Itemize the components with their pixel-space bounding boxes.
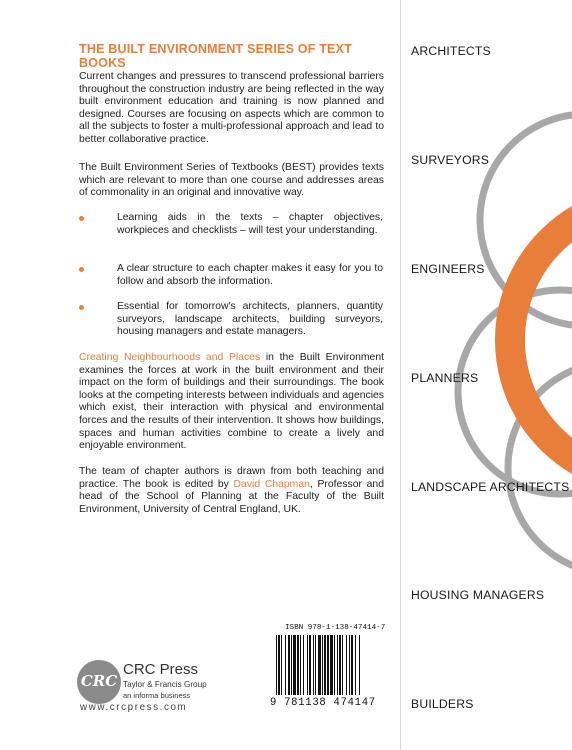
- crc-logo-text: CRC: [80, 672, 118, 690]
- barcode-bar: [297, 635, 299, 695]
- publisher-url[interactable]: www.crcpress.com: [80, 702, 188, 713]
- series-title: THE BUILT ENVIRONMENT SERIES OF TEXT BOOKS: [79, 42, 352, 70]
- barcode-bar: [359, 635, 360, 695]
- ean-digits: 9 781138 474147: [270, 697, 376, 709]
- barcode-bar: [288, 635, 290, 695]
- bullet-text: Essential for tomorrow's architects, planners, quantity surveyors, landscape architects, building surveyors, housing managers and estate managers.: [117, 301, 383, 338]
- book-description: [79, 352, 384, 453]
- barcode-bar: [318, 635, 321, 695]
- barcode-bar: [303, 635, 304, 695]
- book-description-text: in the Built Environment examines the forces at work in the built environment and their impact on the form of buildings and their surroundings. The book looks at the competing interests between individuals and agencies which exist, their interaction with physical and environmental forces and the results of their intervention. It shows how buildings, spaces and human activities combine to create a lively and enjoyable environment.: [79, 352, 384, 452]
- barcode-bar: [342, 635, 343, 695]
- editor-name: David Chapman: [233, 478, 310, 490]
- role-housing-managers: HOUSING MANAGERS: [411, 588, 545, 602]
- barcode-bar: [322, 635, 323, 695]
- role-builders: BUILDERS: [411, 697, 474, 711]
- bullet-dot: [79, 305, 84, 310]
- role-surveyors: SURVEYORS: [411, 153, 490, 167]
- role-engineers: ENGINEERS: [411, 262, 485, 276]
- isbn-label: ISBN 978-1-138-47414-7: [285, 624, 386, 632]
- barcode-bar: [339, 635, 341, 695]
- barcode-bar: [334, 635, 335, 695]
- best-paragraph: The Built Environment Series of Textbooks (BEST) provides texts which are relevant to more than one course and addresses areas of commonality in an original and innovative way.: [79, 162, 384, 199]
- intro-paragraph: Current changes and pressures to transcend professional barriers throughout the construction industry are being reflected in the way built environment education and training is now planned and designed. Courses are focusing on aspects which are common to all the subjects to foster a multi-professional approach and lead to better collaborative practice.: [79, 71, 384, 145]
- barcode-bar: [349, 635, 350, 695]
- editor-text-before: The team of chapter authors is drawn from both teaching and practice. The book is edited by: [79, 466, 384, 490]
- barcode-bar: [285, 635, 286, 695]
- barcode-bar: [309, 635, 311, 695]
- barcode-bar: [307, 635, 308, 695]
- barcode-bar: [276, 635, 277, 695]
- barcode-bar: [293, 635, 296, 695]
- barcode-bar: [327, 635, 329, 695]
- barcode-bar: [337, 635, 338, 695]
- barcode-bar: [330, 635, 333, 695]
- barcode-bar: [351, 635, 353, 695]
- crc-logo: [77, 660, 121, 704]
- barcode-bar: [313, 635, 314, 695]
- ring-orange: [510, 200, 572, 480]
- bullet-dot: [79, 216, 84, 221]
- editor-paragraph: [79, 466, 384, 516]
- role-planners: PLANNERS: [411, 371, 479, 385]
- bullet-text: Learning aids in the texts – chapter objectives, workpieces and checklists – will test your understanding.: [117, 212, 383, 236]
- publisher-group: Taylor & Francis Group: [123, 680, 207, 689]
- book-title: Creating Neighbourhoods and Places: [79, 352, 261, 363]
- bullet-text: A clear structure to each chapter makes it easy for you to follow and absorb the information.: [117, 263, 383, 287]
- barcode-bar: [346, 635, 347, 695]
- editor-text-after: , Professor and head of the School of Planning at the Faculty of the Built Environment, University of Central England, UK.: [79, 478, 384, 515]
- barcode-bar: [315, 635, 316, 695]
- publisher-name: CRC Press: [123, 661, 199, 678]
- barcode-bar: [355, 635, 356, 695]
- barcode-bar: [300, 635, 301, 695]
- barcode-bar: [324, 635, 326, 695]
- barcode-bar: [291, 635, 292, 695]
- barcode: [276, 635, 380, 695]
- barcode-bar: [278, 635, 280, 695]
- role-architects: ARCHITECTS: [411, 44, 491, 58]
- role-landscape-architects: LANDSCAPE ARCHITECTS: [411, 480, 570, 494]
- bullet-dot: [79, 267, 84, 272]
- barcode-bar: [281, 635, 282, 695]
- publisher-informa: an informa business: [123, 691, 191, 700]
